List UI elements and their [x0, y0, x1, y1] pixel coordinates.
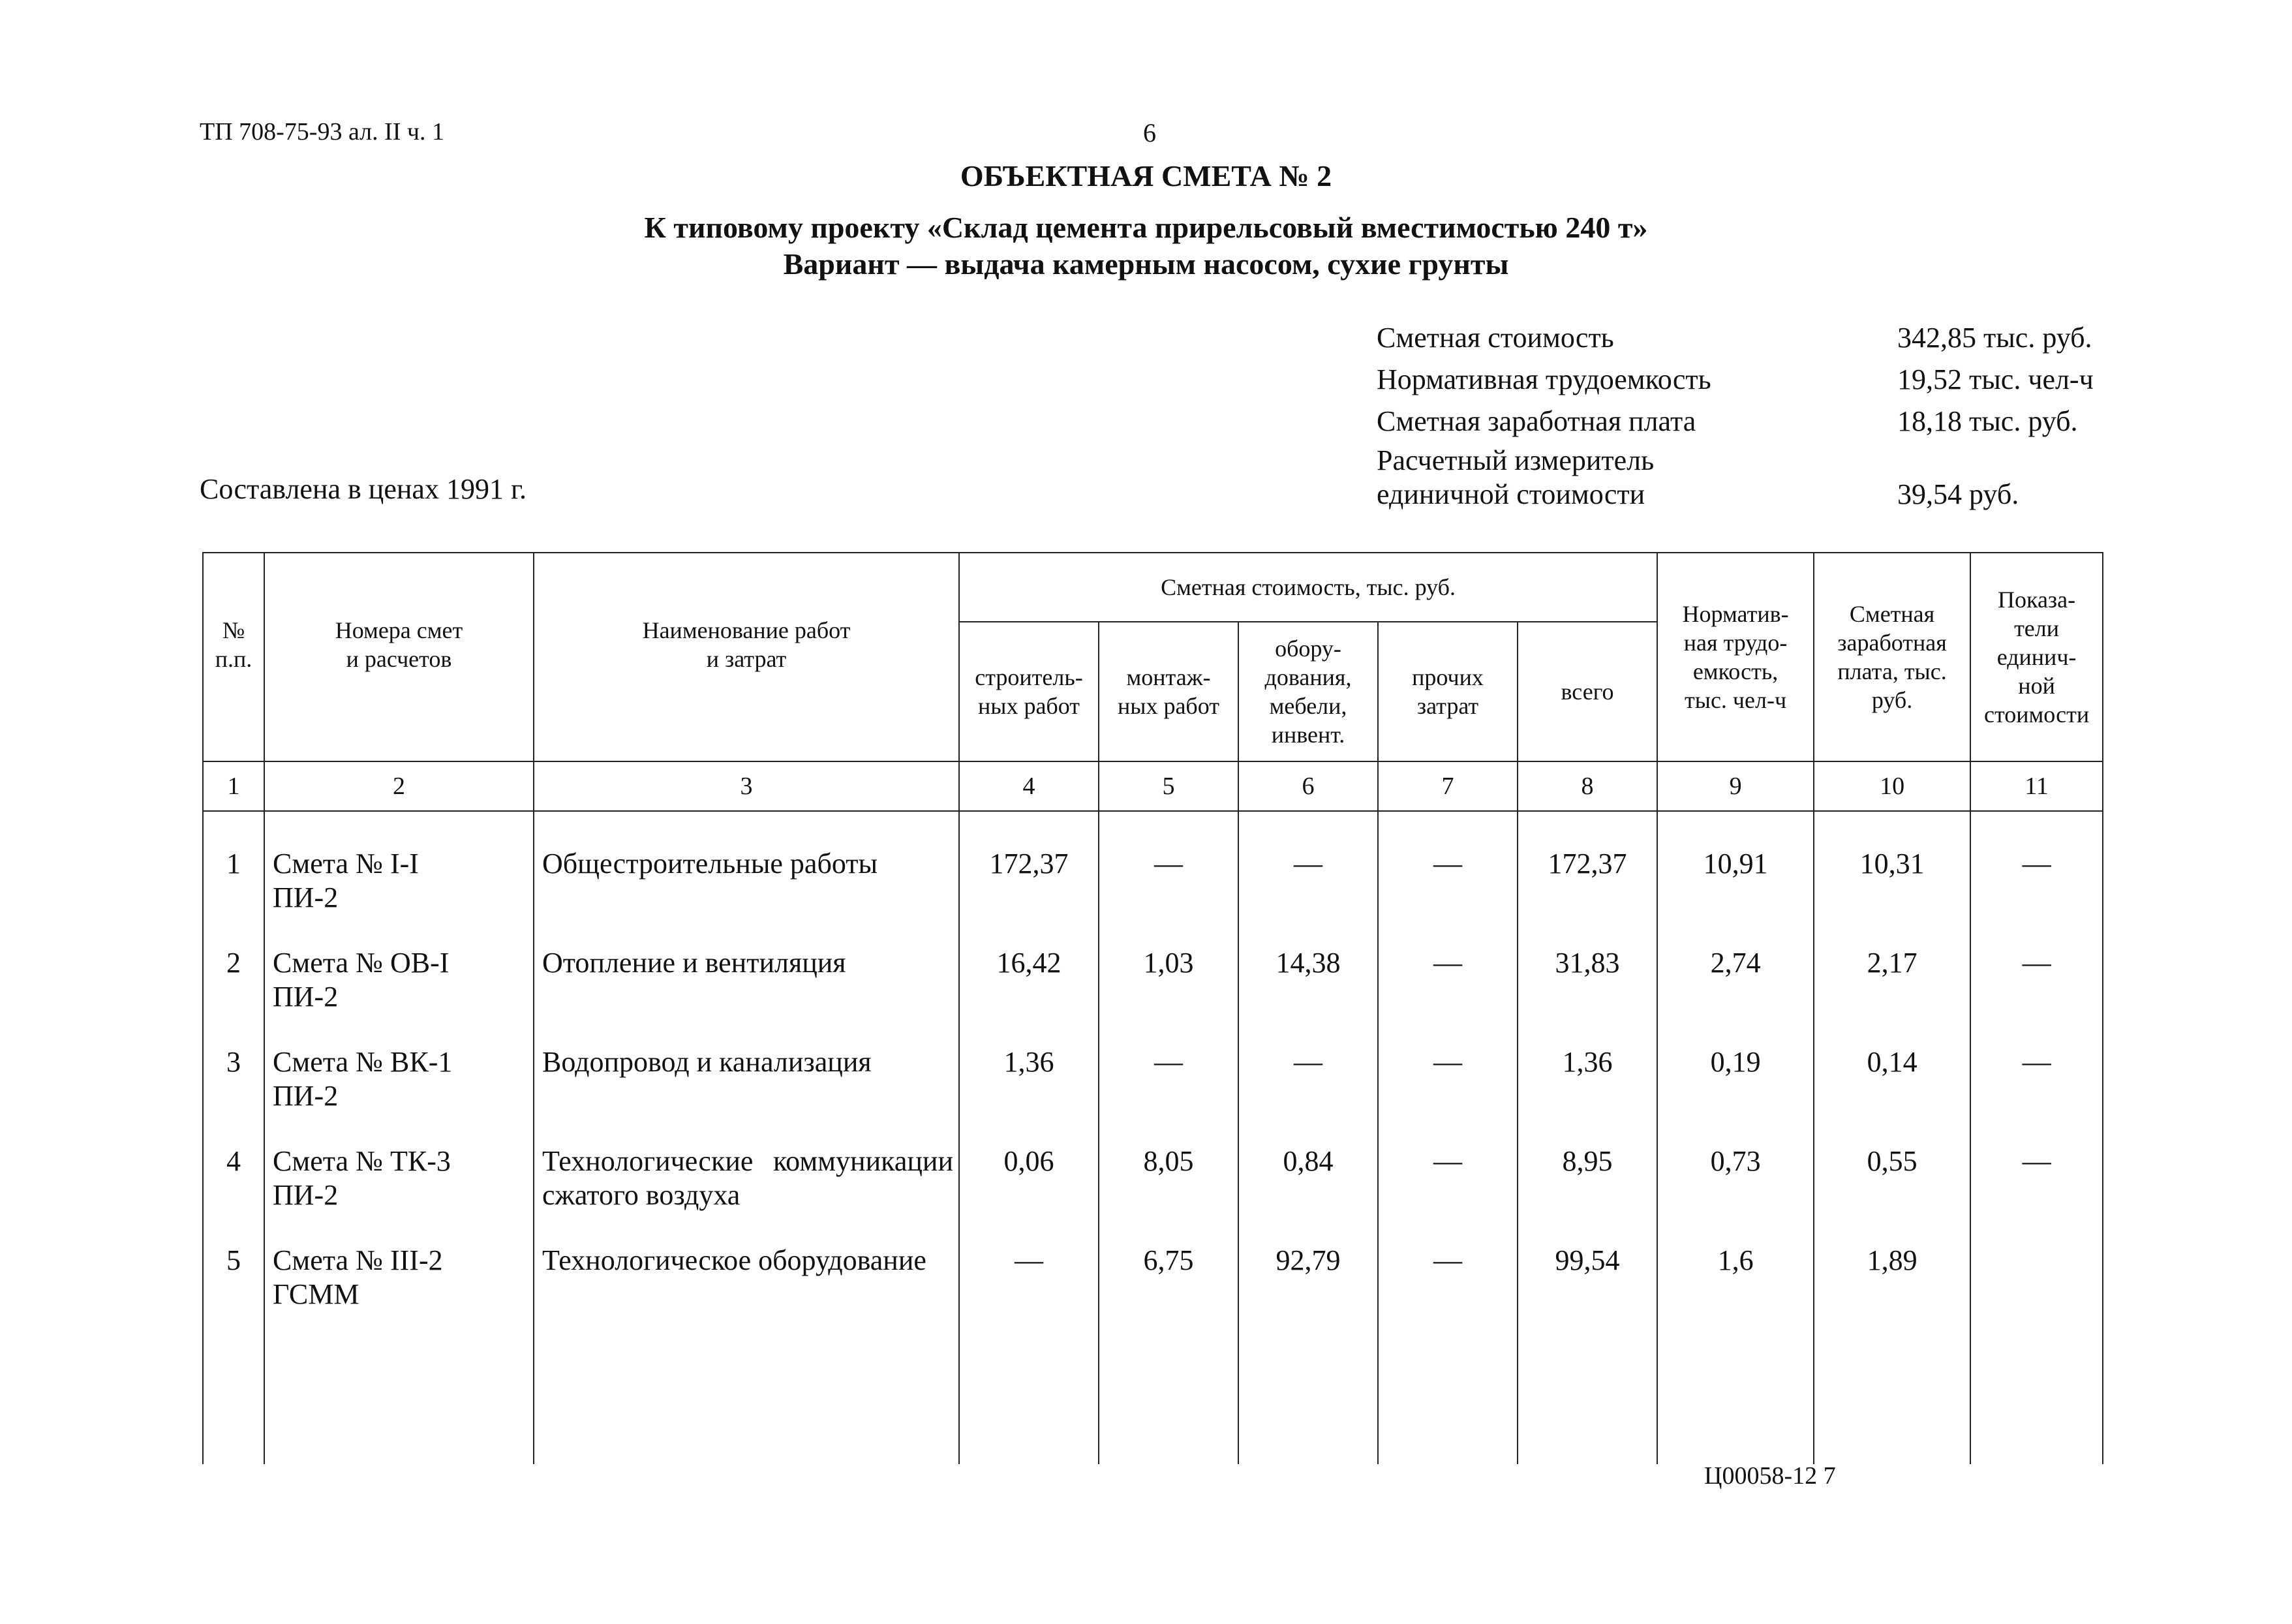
row-unit-cost: — — [2022, 1145, 2051, 1177]
header-num — [203, 553, 264, 761]
row-equipment: — — [1294, 848, 1322, 880]
row-name: Отопление и вентиляция — [542, 947, 846, 979]
summary-label: Нормативная трудоемкость — [1377, 363, 1711, 395]
row-other: — — [1433, 1145, 1462, 1177]
table-row — [203, 1023, 2103, 1122]
row-estimate-line: Смета № ТК-3 — [273, 1145, 451, 1177]
row-installation: — — [1154, 848, 1183, 880]
header-equipment-line: дования, — [1264, 664, 1352, 690]
row-estimate-line: Смета № I-I — [273, 848, 419, 880]
row-estimate — [273, 812, 533, 924]
header-unit-cost-line: Показа- — [1998, 587, 2076, 613]
row-number: 2 — [226, 947, 241, 979]
header-wages-line: заработная — [1837, 630, 1947, 656]
row-total: 172,37 — [1548, 848, 1627, 880]
row-construction: — — [1015, 1244, 1043, 1276]
header-other — [1378, 622, 1518, 761]
row-name: Технологическое оборудование — [542, 1244, 926, 1276]
header-unit-cost — [1970, 553, 2103, 761]
row-other: — — [1433, 947, 1462, 979]
document-subtitle-line1: К типовому проекту «Склад цемента прирельсовый вместимостью 240 т» — [644, 211, 1648, 244]
header-construction — [959, 622, 1099, 761]
row-other: — — [1433, 848, 1462, 880]
row-estimate-line: ПИ-2 — [273, 981, 339, 1013]
row-equipment: 14,38 — [1276, 947, 1341, 979]
header-estimates-line: Номера смет — [335, 617, 463, 643]
header-equipment — [1238, 622, 1378, 761]
header-cost-group: Сметная стоимость, тыс. руб. — [959, 553, 1657, 622]
row-name: Водопровод и канализация — [542, 1046, 872, 1078]
row-estimate — [273, 1023, 533, 1122]
column-number: 7 — [1378, 761, 1518, 811]
header-unit-cost-line: единич- — [1996, 644, 2077, 670]
header-equipment-line: обору- — [1275, 636, 1341, 662]
header-installation-line: ных работ — [1117, 693, 1219, 719]
summary-value: 39,54 руб. — [1897, 478, 2019, 510]
header-equipment-line: инвент. — [1271, 722, 1345, 748]
row-construction: 172,37 — [989, 848, 1069, 880]
column-number: 9 — [1657, 761, 1814, 811]
row-total: 8,95 — [1562, 1145, 1613, 1177]
row-unit-cost: — — [2022, 947, 2051, 979]
summary-label: Сметная стоимость — [1377, 322, 1614, 354]
row-number: 1 — [226, 848, 241, 880]
row-labor: 0,73 — [1710, 1145, 1761, 1177]
row-estimate — [273, 1221, 533, 1321]
summary-value: 19,52 тыс. чел-ч — [1897, 363, 2094, 395]
row-estimate-line: ПИ-2 — [273, 1179, 339, 1211]
row-number: 4 — [226, 1145, 241, 1177]
column-number: 10 — [1814, 761, 1970, 811]
column-number: 1 — [203, 761, 264, 811]
document-title: ОБЪЕКТНАЯ СМЕТА № 2 — [960, 159, 1332, 192]
row-total: 99,54 — [1555, 1244, 1620, 1276]
row-estimate-line: Смета № ОВ-I — [273, 947, 450, 979]
column-numbers-row — [203, 761, 2103, 811]
header-labor-line: тыс. чел-ч — [1685, 687, 1787, 713]
row-estimate-line: Смета № ВК-1 — [273, 1046, 453, 1078]
header-labor-line: емкость, — [1692, 658, 1779, 684]
summary-label: единичной стоимости — [1377, 478, 1645, 510]
header-estimates-line: и расчетов — [346, 646, 452, 672]
row-labor: 10,91 — [1703, 848, 1768, 880]
row-construction: 0,06 — [1003, 1145, 1054, 1177]
row-total: 31,83 — [1555, 947, 1620, 979]
row-equipment: — — [1294, 1046, 1322, 1078]
row-name: Технологические коммуникации сжатого воздуха — [542, 1145, 953, 1211]
header-wages-line: руб. — [1871, 687, 1913, 713]
row-labor: 1,6 — [1717, 1244, 1754, 1276]
row-estimate-line: ПИ-2 — [273, 1080, 339, 1112]
document-subtitle-line2: Вариант — выдача камерным насосом, сухие грунты — [783, 247, 1509, 281]
header-construction-line: строитель- — [975, 664, 1083, 690]
header-construction-line: ных работ — [977, 693, 1080, 719]
summary-value: 18,18 тыс. руб. — [1897, 405, 2078, 437]
header-labor-line: ная трудо- — [1683, 630, 1788, 656]
column-number: 5 — [1099, 761, 1238, 811]
header-labor — [1657, 553, 1814, 761]
header-unit-cost-line: стоимости — [1983, 701, 2090, 728]
table-filler-row — [203, 1321, 2103, 1464]
row-construction: 1,36 — [1003, 1046, 1054, 1078]
row-estimate-line: ПИ-2 — [273, 881, 339, 913]
column-number: 11 — [1970, 761, 2103, 811]
row-installation: 1,03 — [1143, 947, 1194, 979]
header-wages-line: Сметная — [1849, 601, 1935, 627]
footer-code: Ц00058-12 7 — [1704, 1462, 1836, 1490]
estimate-table — [202, 552, 2103, 1464]
row-equipment: 92,79 — [1276, 1244, 1341, 1276]
header-equipment-line: мебели, — [1269, 693, 1347, 719]
row-wages: 2,17 — [1867, 947, 1918, 979]
header-name-line: Наименование работ — [642, 617, 851, 643]
header-num-line: № — [222, 617, 245, 643]
row-wages: 0,14 — [1867, 1046, 1918, 1078]
row-wages: 0,55 — [1867, 1145, 1918, 1177]
row-other: — — [1433, 1244, 1462, 1276]
document-code: ТП 708-75-93 ал. II ч. 1 — [200, 118, 445, 146]
header-unit-cost-line: тели — [2014, 615, 2060, 641]
row-unit-cost: — — [2022, 1046, 2051, 1078]
header-installation-line: монтаж- — [1126, 664, 1211, 690]
row-number: 5 — [226, 1244, 241, 1276]
header-num-line: п.п. — [215, 646, 252, 672]
row-installation: 6,75 — [1143, 1244, 1194, 1276]
row-estimate — [273, 924, 533, 1023]
row-estimate-line: Смета № III-2 — [273, 1244, 443, 1276]
header-wages-line: плата, тыс. — [1837, 658, 1947, 684]
summary-value: 342,85 тыс. руб. — [1897, 322, 2092, 354]
header-installation — [1099, 622, 1238, 761]
row-labor: 0,19 — [1710, 1046, 1761, 1078]
row-unit-cost — [1971, 1221, 2102, 1321]
row-estimate-line: ГСММ — [273, 1278, 359, 1310]
row-equipment: 0,84 — [1283, 1145, 1334, 1177]
header-wages — [1814, 553, 1970, 761]
row-labor: 2,74 — [1710, 947, 1761, 979]
column-number: 3 — [534, 761, 959, 811]
column-number: 2 — [264, 761, 534, 811]
row-installation: 8,05 — [1143, 1145, 1194, 1177]
column-number: 4 — [959, 761, 1099, 811]
page-number: 6 — [1143, 118, 1156, 147]
header-estimates — [264, 553, 534, 761]
row-construction: 16,42 — [996, 947, 1062, 979]
header-labor-line: Норматив- — [1682, 601, 1789, 627]
column-number: 6 — [1238, 761, 1378, 811]
row-wages: 10,31 — [1859, 848, 1925, 880]
row-total: 1,36 — [1562, 1046, 1613, 1078]
row-other: — — [1433, 1046, 1462, 1078]
row-wages: 1,89 — [1867, 1244, 1918, 1276]
table-row — [203, 1221, 2103, 1321]
header-unit-cost-line: ной — [2018, 673, 2055, 699]
prices-note: Составлена в ценах 1991 г. — [200, 473, 527, 505]
table-row — [203, 811, 2103, 924]
header-name-line: и затрат — [706, 646, 787, 672]
row-installation: — — [1154, 1046, 1183, 1078]
header-other-line: прочих — [1412, 664, 1484, 690]
row-number: 3 — [226, 1046, 241, 1078]
header-total: всего — [1518, 622, 1657, 761]
row-estimate — [273, 1122, 533, 1221]
summary-label: Расчетный измеритель — [1377, 444, 1655, 476]
row-unit-cost: — — [2022, 848, 2051, 880]
header-other-line: затрат — [1416, 693, 1479, 719]
row-name: Общестроительные работы — [542, 848, 878, 880]
table-row — [203, 1122, 2103, 1221]
column-number: 8 — [1518, 761, 1657, 811]
header-name — [534, 553, 959, 761]
table-row — [203, 924, 2103, 1023]
summary-label: Сметная заработная плата — [1377, 405, 1696, 437]
